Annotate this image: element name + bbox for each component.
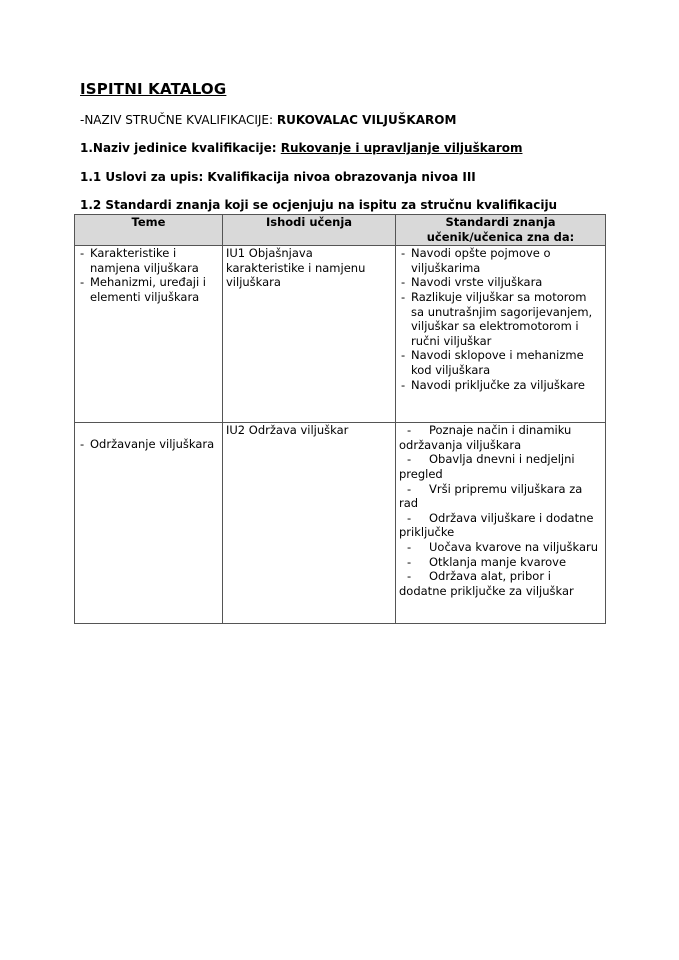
theme-item: - Mehanizmi, uređaji i elementi viljuškara [78,275,219,304]
standard-item [399,555,602,570]
spacer [78,423,219,437]
standard-text: Poznaje način i dinamiku održavanja viljuškara [399,423,572,452]
themes-cell [75,423,223,624]
standard-text: Obavlja dnevni i nedjeljni pregled [399,452,575,481]
themes-cell [75,246,223,423]
table-header-row [75,215,606,246]
header-outcomes: Ishodi učenja [223,215,396,246]
standard-item [399,482,602,511]
standard-text: Uočava kvarove na viljuškaru [429,539,599,554]
standard-item: - Navodi priključke za viljuškare [399,378,602,393]
unit-line [80,141,522,155]
standard-item [399,540,602,555]
section-1-1: 1.1 Uslovi za upis: Kvalifikacija nivoa obrazovanja nivoa III [80,170,476,184]
standards-cell [396,246,606,423]
table-row [75,246,606,423]
unit-label: 1.Naziv jedinice kvalifikacije [80,141,272,155]
standard-item [399,511,602,540]
standard-text: Vrši pripremu viljuškara za rad [399,481,583,511]
outcome-cell: IU2 Održava viljuškar [223,423,396,624]
standard-text: Održava viljuškare i dodatne priključke [399,510,594,540]
document-title: ISPITNI KATALOG [80,80,227,98]
standard-item: - Navodi sklopove i mehanizme kod viljuškara [399,348,602,377]
standard-item: - Razlikuje viljuškar sa motorom sa unutrašnjim sagorijevanjem, viljuškar sa elektromotorom i ručni viljuškar [399,290,602,348]
qualification-line [80,113,456,127]
outcome-cell: IU1 Objašnjava karakteristike i namjenu viljuškara [223,246,396,423]
header-themes: Teme [75,215,223,246]
standards-table [74,214,606,624]
standard-item [399,452,602,481]
unit-value: Rukovanje i upravljanje viljuškarom [280,141,523,155]
theme-item: - Održavanje viljuškara [78,437,219,452]
section-1-2: 1.2 Standardi znanja koji se ocjenjuju na ispitu za stručnu kvalifikaciju [80,198,558,212]
theme-item: - Karakteristike i namjena viljuškara [78,246,219,275]
standard-item: - Navodi opšte pojmove o viljuškarima [399,246,602,275]
standard-text: Održava alat, pribor i dodatne priključke za viljuškar [399,569,574,598]
table-row [75,423,606,624]
header-standards: Standardi znanja učenik/učenica zna da: [396,215,606,246]
standard-item [399,569,602,598]
standard-item: - Navodi vrste viljuškara [399,275,602,290]
qualification-label: -NAZIV STRUČNE KVALIFIKACIJE: [80,113,277,127]
qualification-value: RUKOVALAC VILJUŠKAROM [276,113,457,127]
standards-cell [396,423,606,624]
standard-item [399,423,602,452]
standard-text: Otklanja manje kvarove [429,554,567,569]
unit-colon: : [271,141,281,155]
